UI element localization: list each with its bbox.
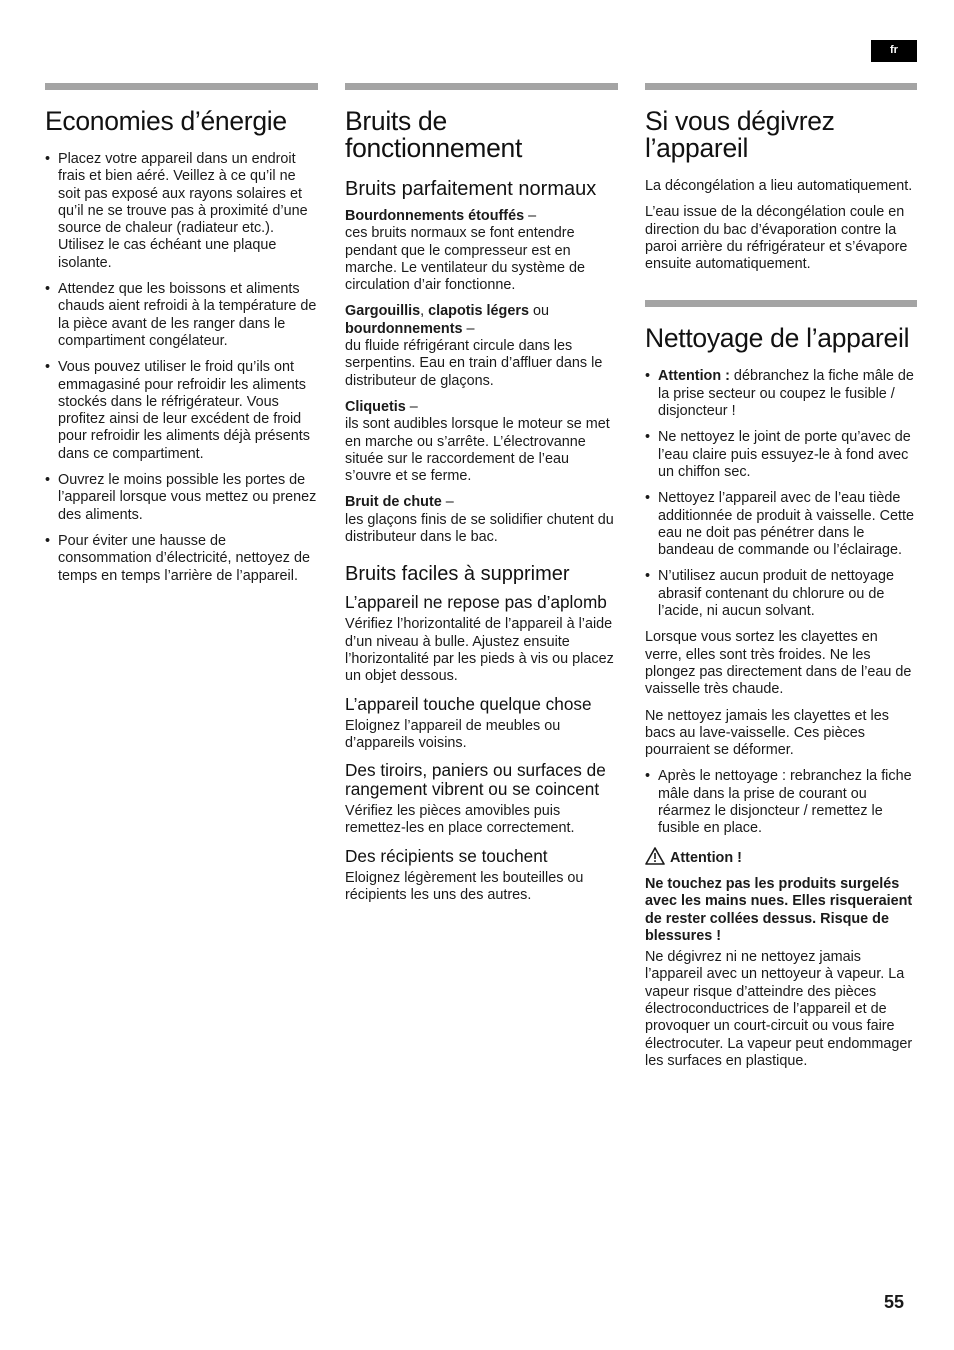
noise-description: du fluide réfrigérant circule dans les serpentins. Eau en train d’affluer dans le distributeur de glaçons. [345, 338, 603, 389]
warning-bold-text: Ne touchez pas les produits surgelés avec les mains nues. Elles risqueraient de rester collées dessus. Risque de blessures ! [645, 875, 913, 944]
noises-title: Bruits de fonctionnement [345, 106, 523, 163]
noise-label: Gargouillis [345, 303, 421, 320]
warning-label: Attention ! [670, 849, 742, 866]
energy-saving-title: Economies d’énergie [45, 106, 287, 136]
noise-entry [345, 494, 618, 546]
list-item: • Ouvrez le moins possible les portes de l’appareil lorsque vous mettez ou prenez des aliments. [45, 472, 318, 524]
list-item: • Pour éviter une hausse de consommation d’électricité, nettoyez de temps en temps l’arrière de l’appareil. [45, 533, 318, 585]
list-item: • Nettoyez l’appareil avec de l’eau tiède additionnée de produit à vaisselle. Cette eau ne doit pas pénétrer dans le bandeau de commande ou l’éclairage. [645, 490, 917, 559]
fix-title: L’appareil touche quelque chose [345, 693, 592, 714]
noise-entry [345, 303, 618, 389]
cleaning-paragraph: Ne nettoyez jamais les clayettes et les bacs au lave-vaisselle. Ces pièces pourraient se déformer. [645, 707, 889, 759]
warning-text: Ne dégivrez ni ne nettoyez jamais l’appareil avec un nettoyeur à vapeur. La vapeur risque d’atteindre des pièces électroconductrices de l’appareil et de provoquer un court-circuit ou vous faire électrocuter. La vapeur peut endommager les surfaces en plastique. [645, 949, 913, 1069]
warning-header [645, 847, 917, 870]
defrost-section [645, 83, 917, 1079]
fix-text: Vérifiez l’horizontalité de l’appareil à l’aide d’un niveau à bulle. Ajustez ensuite l’horizontalité par les pieds à vis ou placez un objet dessous. [345, 616, 614, 685]
list-item: • N’utilisez aucun produit de nettoyage abrasif contenant du chlorure ou de l’acide, ni aucun solvant. [645, 568, 917, 620]
noise-separator: – [462, 320, 475, 337]
defrost-paragraph: La décongélation a lieu automatiquement. [645, 178, 913, 194]
section-rule [345, 83, 618, 90]
energy-tips-list [45, 151, 318, 585]
cleaning-paragraph: Lorsque vous sortez les clayettes en verre, elles sont très froides. Ne les plongez pas directement dans de l’eau de vaisselle très chaude. [645, 629, 912, 698]
noise-separator: – [441, 494, 454, 511]
cleaning-list [645, 768, 917, 837]
noises-section [345, 83, 618, 913]
fix-text: Eloignez l’appareil de meubles ou d’appareils voisins. [345, 717, 561, 751]
noise-label: Bourdonnements étouffés [345, 208, 525, 224]
noise-label: bourdonnements [345, 320, 463, 337]
noise-description: ils sont audibles lorsque le moteur se met en marche ou s’arrête. L’électrovanne située sur le raccordement de l’eau s’ouvre et se ferme. [345, 416, 610, 485]
list-item: • Attendez que les boissons et aliments chauds aient refroidi à la température de la pièce avant de les ranger dans le compartiment congélateur. [45, 281, 318, 350]
fix-text: Eloignez légèrement les bouteilles ou récipients les uns des autres. [345, 869, 584, 904]
noise-label: Cliquetis [345, 398, 406, 415]
list-item: • Placez votre appareil dans un endroit frais et bien aéré. Veillez à ce qu’il ne soit pas exposé aux rayons solaires et qu’il ne se trouve pas à proximité d’une source de chaleur (radiateur etc.). Utilisez le cas échéant une plaque isolante. [45, 151, 318, 272]
fix-text: Vérifiez les pièces amovibles puis remettez-les en place correctement. [345, 803, 575, 837]
list-item: • Vous pouvez utiliser le froid qu’ils ont emmagasiné pour refroidir les aliments stockés dans le réfrigérateur. Vous profitez ainsi de leur excédent de froid pour refroidir les aliments déjà présents dans ce compartiment. [45, 359, 318, 463]
fix-title: Des tiroirs, paniers ou surfaces de rangement vibrent ou se coincent [345, 760, 606, 800]
energy-saving-section [45, 83, 318, 594]
section-rule [645, 83, 917, 90]
list-item [645, 368, 917, 420]
language-badge: fr [871, 40, 917, 62]
defrost-title: Si vous dégivrez l’appareil [645, 106, 835, 163]
fixable-noises-heading: Bruits faciles à supprimer [345, 563, 570, 586]
noise-description: les glaçons finis de se solidifier chutent du distributeur dans le bac. [345, 511, 614, 546]
noise-label: clapotis légers [428, 303, 529, 320]
defrost-paragraph: L’eau issue de la décongélation coule en direction du bac d’évaporation contre la paroi arrière du réfrigérateur et s’évapore ensuite automatiquement. [645, 204, 908, 273]
warning-triangle-icon [645, 847, 665, 870]
page-number: 55 [884, 1292, 905, 1312]
normal-noises-heading: Bruits parfaitement normaux [345, 178, 597, 200]
noise-entry [345, 208, 618, 294]
section-rule [45, 83, 318, 90]
fix-title: Des récipients se touchent [345, 845, 548, 866]
cleaning-title: Nettoyage de l’appareil [645, 323, 910, 354]
noise-comma: , [420, 303, 429, 320]
noise-entry [345, 399, 618, 485]
list-item: • Ne nettoyez le joint de porte qu’avec de l’eau claire puis essuyez-le à fond avec un chiffon sec. [645, 429, 917, 481]
noise-separator: – [524, 208, 537, 224]
fix-title: L’appareil ne repose pas d’aplomb [345, 592, 607, 613]
noise-description: ces bruits normaux se font entendre pendant que le compresseur est en marche. Le ventilateur du système de circulation d’air fonctionne. [345, 225, 585, 294]
noise-label: Bruit de chute [345, 494, 442, 511]
attention-label: Attention : [658, 368, 730, 385]
noise-separator: – [405, 398, 418, 415]
list-item: • Après le nettoyage : rebranchez la fiche mâle dans la prise de courant ou réarmez le disjoncteur / remettez le fusible en place. [645, 768, 917, 837]
list-item-text: débranchez la fiche mâle de la prise secteur ou coupez le fusible / disjoncteur ! [658, 368, 914, 420]
cleaning-list [645, 368, 917, 620]
noise-or: ou [528, 303, 549, 320]
section-rule [645, 300, 917, 307]
